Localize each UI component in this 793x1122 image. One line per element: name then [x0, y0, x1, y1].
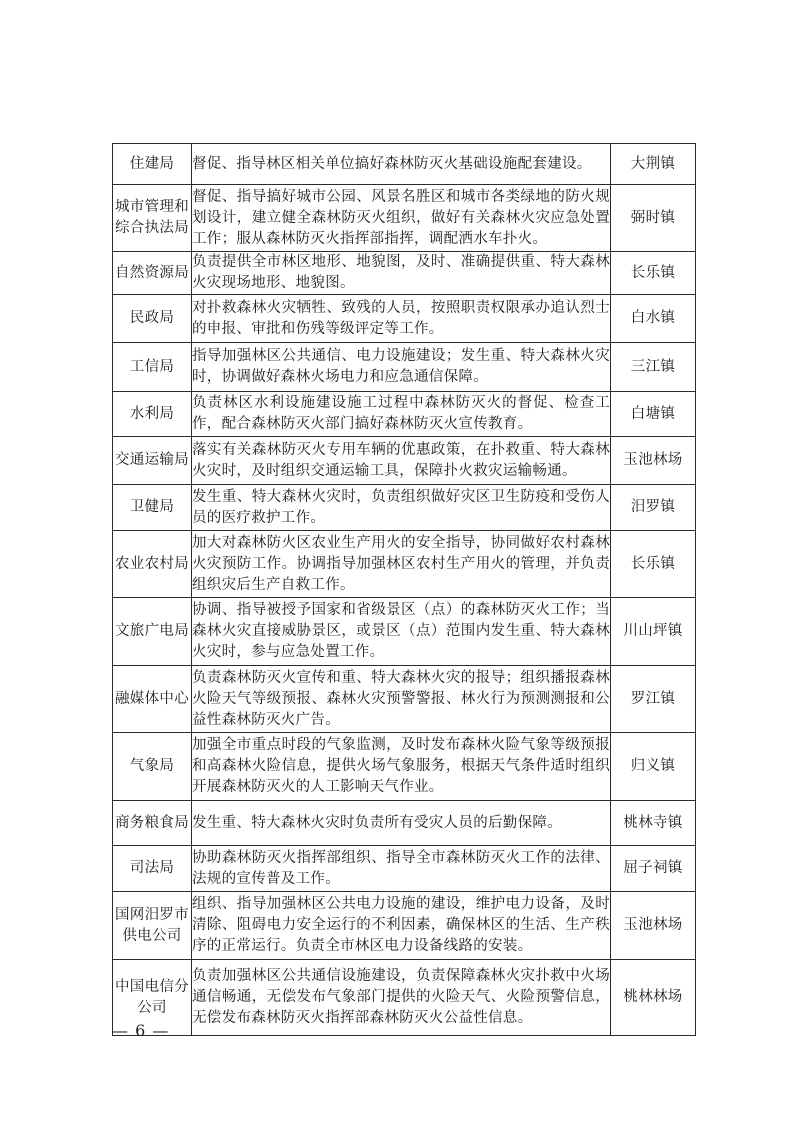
town-cell: 长乐镇 — [611, 252, 696, 295]
department-cell: 融媒体中心 — [113, 666, 192, 733]
town-cell: 白水镇 — [611, 295, 696, 343]
town-cell: 桃林林场 — [611, 960, 696, 1036]
duty-cell: 发生重、特大森林火灾时负责所有受灾人员的后勤保障。 — [192, 801, 611, 846]
department-cell: 国网汨罗市供电公司 — [113, 892, 192, 960]
department-cell: 水利局 — [113, 392, 192, 437]
department-cell: 农业农村局 — [113, 531, 192, 598]
town-cell: 屈子祠镇 — [611, 846, 696, 892]
town-cell: 大荆镇 — [611, 144, 696, 185]
town-cell: 白塘镇 — [611, 392, 696, 437]
table-row — [113, 801, 696, 846]
department-cell: 司法局 — [113, 846, 192, 892]
table-row — [113, 295, 696, 343]
table-body — [113, 144, 696, 1036]
town-cell: 长乐镇 — [611, 531, 696, 598]
town-cell: 桃林寺镇 — [611, 801, 696, 846]
duty-cell: 发生重、特大森林火灾时，负责组织做好灾区卫生防疫和受伤人员的医疗救护工作。 — [192, 485, 611, 531]
duty-cell: 负责加强林区公共通信设施建设，负责保障森林火灾扑救中火场通信畅通，无偿发布气象部门提供的火险天气、火险预警信息，无偿发布森林防灭火指挥部森林防灭火公益性信息。 — [192, 960, 611, 1036]
page-number: — 6 — — [112, 1021, 170, 1040]
table-row — [113, 392, 696, 437]
duty-cell: 加强全市重点时段的气象监测，及时发布森林火险气象等级预报和高森林火险信息，提供火场气象服务，根据天气条件适时组织开展森林防灭火的人工影响天气作业。 — [192, 733, 611, 801]
table-row — [113, 144, 696, 185]
table-row — [113, 960, 696, 1036]
table-row — [113, 437, 696, 485]
town-cell: 玉池林场 — [611, 437, 696, 485]
town-cell: 川山坪镇 — [611, 598, 696, 666]
town-cell: 罗江镇 — [611, 666, 696, 733]
town-cell: 归义镇 — [611, 733, 696, 801]
table-row — [113, 531, 696, 598]
duty-cell: 组织、指导加强林区公共电力设施的建设，维护电力设备，及时清除、阻碍电力安全运行的不利因素，确保林区的生活、生产秩序的正常运行。负责全市林区电力设备线路的安装。 — [192, 892, 611, 960]
town-cell: 三江镇 — [611, 343, 696, 392]
table-row — [113, 252, 696, 295]
department-cell: 工信局 — [113, 343, 192, 392]
department-cell: 中国电信分公司 — [113, 960, 192, 1036]
duty-cell: 指导加强林区公共通信、电力设施建设；发生重、特大森林火灾时，协调做好森林火场电力和应急通信保障。 — [192, 343, 611, 392]
duty-cell: 对扑救森林火灾牺牲、致残的人员，按照职责权限承办追认烈士的申报、审批和伤残等级评定等工作。 — [192, 295, 611, 343]
duty-cell: 负责森林防灭火宣传和重、特大森林火灾的报导；组织播报森林火险天气等级预报、森林火灾预警警报、林火行为预测测报和公益性森林防灭火广告。 — [192, 666, 611, 733]
department-cell: 自然资源局 — [113, 252, 192, 295]
table-row — [113, 733, 696, 801]
table-row — [113, 485, 696, 531]
town-cell: 汨罗镇 — [611, 485, 696, 531]
table-row — [113, 343, 696, 392]
department-cell: 文旅广电局 — [113, 598, 192, 666]
department-cell: 卫健局 — [113, 485, 192, 531]
duty-cell: 督促、指导搞好城市公园、风景名胜区和城市各类绿地的防火规划设计，建立健全森林防灭火组织，做好有关森林火灾应急处置工作；服从森林防灭火指挥部指挥，调配洒水车扑火。 — [192, 185, 611, 252]
duty-cell: 落实有关森林防灭火专用车辆的优惠政策，在扑救重、特大森林火灾时，及时组织交通运输工具，保障扑火救灾运输畅通。 — [192, 437, 611, 485]
table-row — [113, 185, 696, 252]
department-cell: 民政局 — [113, 295, 192, 343]
table-row — [113, 598, 696, 666]
duty-cell: 协助森林防灭火指挥部组织、指导全市森林防灭火工作的法律、法规的宣传普及工作。 — [192, 846, 611, 892]
table-row — [113, 892, 696, 960]
table-row — [113, 846, 696, 892]
town-cell: 玉池林场 — [611, 892, 696, 960]
department-cell: 商务粮食局 — [113, 801, 192, 846]
duty-cell: 督促、指导林区相关单位搞好森林防灭火基础设施配套建设。 — [192, 144, 611, 185]
department-cell: 城市管理和综合执法局 — [113, 185, 192, 252]
department-cell: 住建局 — [113, 144, 192, 185]
table-row — [113, 666, 696, 733]
department-cell: 气象局 — [113, 733, 192, 801]
department-duty-table — [112, 143, 696, 1036]
duty-cell: 加大对森林防火区农业生产用火的安全指导，协同做好农村森林火灾预防工作。协调指导加强林区农村生产用火的管理，并负责组织灾后生产自救工作。 — [192, 531, 611, 598]
department-cell: 交通运输局 — [113, 437, 192, 485]
town-cell: 弼时镇 — [611, 185, 696, 252]
duty-cell: 协调、指导被授予国家和省级景区（点）的森林防灭火工作；当森林火灾直接威胁景区，或景区（点）范围内发生重、特大森林火灾时，参与应急处置工作。 — [192, 598, 611, 666]
duty-cell: 负责提供全市林区地形、地貌图，及时、准确提供重、特大森林火灾现场地形、地貌图。 — [192, 252, 611, 295]
duty-cell: 负责林区水利设施建设施工过程中森林防灭火的督促、检查工作，配合森林防灭火部门搞好森林防灭火宣传教育。 — [192, 392, 611, 437]
